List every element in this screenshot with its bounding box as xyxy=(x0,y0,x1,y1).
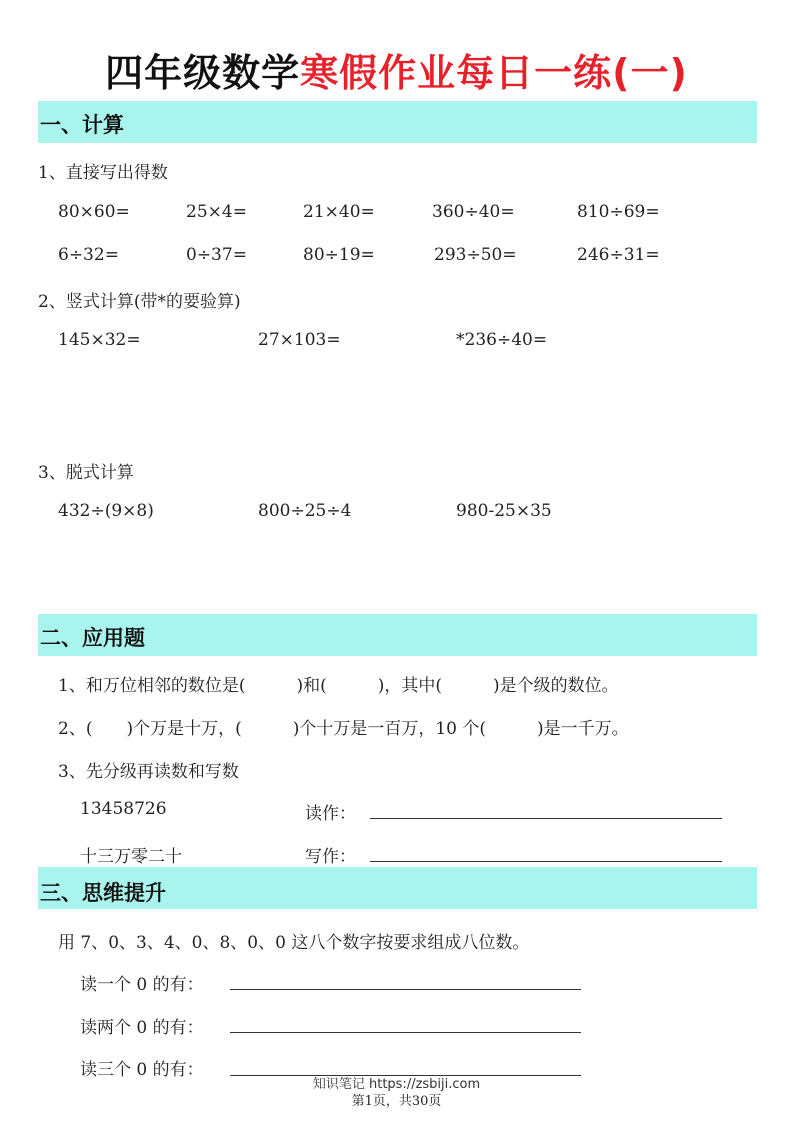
calc-expression: 0÷37= xyxy=(186,245,247,265)
number-to-read: 13458726 xyxy=(80,799,167,819)
stepwise-expression: 800÷25÷4 xyxy=(258,501,352,521)
stepwise-expression: 432÷(9×8) xyxy=(58,501,154,521)
calc-expression: 246÷31= xyxy=(577,245,660,265)
calc-expression: 80×60= xyxy=(58,202,130,222)
question-title: 1、直接写出得数 xyxy=(38,163,168,183)
thinking-intro: 用 7、0、3、4、0、8、0、0 这八个数字按要求组成八位数。 xyxy=(58,933,530,953)
answer-line[interactable] xyxy=(370,818,722,819)
calc-expression: 360÷40= xyxy=(432,202,515,222)
applied-question: 1、和万位相邻的数位是( )和( )，其中( )是个级的数位。 xyxy=(58,676,619,696)
thinking-item-label: 读两个 0 的有： xyxy=(80,1018,204,1038)
vertical-calc-expression: *236÷40= xyxy=(456,330,548,350)
calc-expression: 80÷19= xyxy=(303,245,375,265)
page-number: 第1页，共30页 xyxy=(351,1094,442,1109)
stepwise-expression: 980-25×35 xyxy=(456,501,552,521)
applied-question: 2、( )个万是十万，( )个十万是一百万，10 个( )是一千万。 xyxy=(58,719,629,739)
question-title: 2、竖式计算(带*的要验算) xyxy=(38,292,241,312)
question-title: 3、脱式计算 xyxy=(38,463,134,483)
title-part-black: 四年级数学 xyxy=(105,51,301,95)
thinking-item-label: 读一个 0 的有： xyxy=(80,975,204,995)
number-to-write: 十三万零二十 xyxy=(80,847,182,867)
calc-expression: 293÷50= xyxy=(434,245,517,265)
answer-line[interactable] xyxy=(230,1032,581,1033)
question-title: 3、先分级再读数和写数 xyxy=(58,762,239,782)
section-title-calc: 一、计算 xyxy=(40,113,124,137)
vertical-calc-expression: 145×32= xyxy=(58,330,141,350)
section-bar-applied xyxy=(38,614,757,656)
section-bar-calc xyxy=(38,101,757,143)
vertical-calc-expression: 27×103= xyxy=(258,330,341,350)
section-title-applied: 二、应用题 xyxy=(40,626,145,650)
answer-line[interactable] xyxy=(370,861,722,862)
calc-expression: 25×4= xyxy=(186,202,247,222)
answer-line[interactable] xyxy=(230,989,581,990)
read-label: 读作： xyxy=(305,804,356,824)
thinking-item-label: 读三个 0 的有： xyxy=(80,1060,204,1080)
footer-watermark: 知识笔记 https://zsbiji.com xyxy=(312,1077,481,1092)
calc-expression: 21×40= xyxy=(303,202,375,222)
title-part-red: 寒假作业每日一练(一) xyxy=(300,51,688,95)
section-title-thinking: 三、思维提升 xyxy=(40,881,166,905)
write-label: 写作： xyxy=(305,847,356,867)
calc-expression: 810÷69= xyxy=(577,202,660,222)
calc-expression: 6÷32= xyxy=(58,245,119,265)
page-title xyxy=(0,42,793,97)
